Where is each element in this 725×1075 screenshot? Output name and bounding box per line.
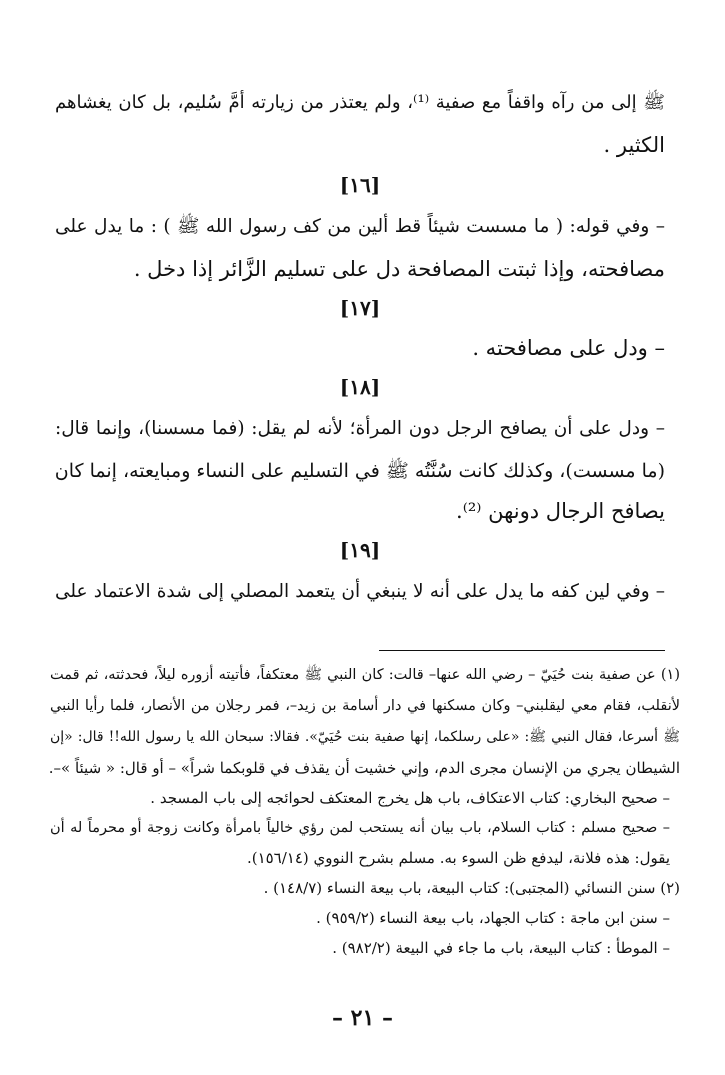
body-line: يصافح الرجال دونهن ⁽²⁾. [456,499,665,523]
section-number: [١٩] [339,538,381,562]
footnote-line: يقول: هذه فلانة، ليدفع ظن السوء به. مسلم بشرح النووي (١٥٦/١٤). [246,849,670,867]
page-number: – ٢١ – [332,1005,393,1031]
body-line: مصافحته، وإذا ثبتت المصافحة دل على تسليم الزَّائر إذا دخل . [133,257,665,281]
body-line: ﷺ إلى من رآه واقفاً مع صفية ⁽¹⁾، ولم يعتذر من زيارته أمَّ سُليم، بل كان يغشاهم [55,92,665,113]
footnote-line: – صحيح مسلم : كتاب السلام، باب بيان أنه يستحب لمن رؤي خالياً بامرأة وكانت زوجة أو محرماً له أن [50,820,670,836]
footnote-line: – صحيح البخاري: كتاب الاعتكاف، باب هل يخرج المعتكف لحوائجه إلى باب المسجد . [150,789,670,807]
body-line: – وفي لين كفه ما يدل على أنه لا ينبغي أن يتعمد المصلي إلى شدة الاعتماد على [55,581,665,602]
section-number: [١٨] [339,375,381,399]
section-number: [١٦] [339,173,381,197]
footnote-line: (٢) سنن النسائي (المجتبى): كتاب البيعة، باب بيعة النساء (١٤٨/٧) . [263,879,680,897]
section-number: [١٧] [339,296,381,320]
footnote-line: الشيطان يجري من الإنسان مجرى الدم، وإني خشيت أن يقذف في قلوبكما شراً» – أو قال: « شيئاً »–. [48,759,680,777]
footnote-line: ﷺ أسرعا، فقال النبي ﷺ: «على رسلكما، إنها صفية بنت حُيَيّ». فقالا: سبحان الله يا رسول الله!! قال: «إن [50,729,680,745]
body-line: – وفي قوله: ( ما مسست شيئاً قط ألين من كف رسول الله ﷺ ) : ما يدل على [55,216,665,237]
footnote-divider [379,650,665,651]
footnote-line: (١) عن صفية بنت حُيَيّ – رضي الله عنها– قالت: كان النبي ﷺ معتكفاً، فأتيته أزوره ليلاً، فحدثته، ثم قمت [50,667,680,683]
footnote-line: لأنقلب، فقام معي ليقلبني– وكان مسكنها في دار أسامة بن زيد–، فمر رجلان من الأنصار، فلما رأيا النبي [50,698,680,714]
body-line: – ودل على أن يصافح الرجل دون المرأة؛ لأنه لم يقل: (فما مسسنا)، وإنما قال: [55,418,665,439]
body-line: الكثير . [603,133,665,157]
footnote-line: – سنن ابن ماجة : كتاب الجهاد، باب بيعة النساء (٩٥٩/٢) . [316,909,670,927]
body-line: – ودل على مصافحته . [472,336,665,360]
footnote-line: – الموطأ : كتاب البيعة، باب ما جاء في البيعة (٩٨٢/٢) . [332,939,670,957]
body-line: (ما مسست)، وكذلك كانت سُنَّتُه ﷺ في التسليم على النساء ومبايعته، إنما كان [54,460,665,482]
